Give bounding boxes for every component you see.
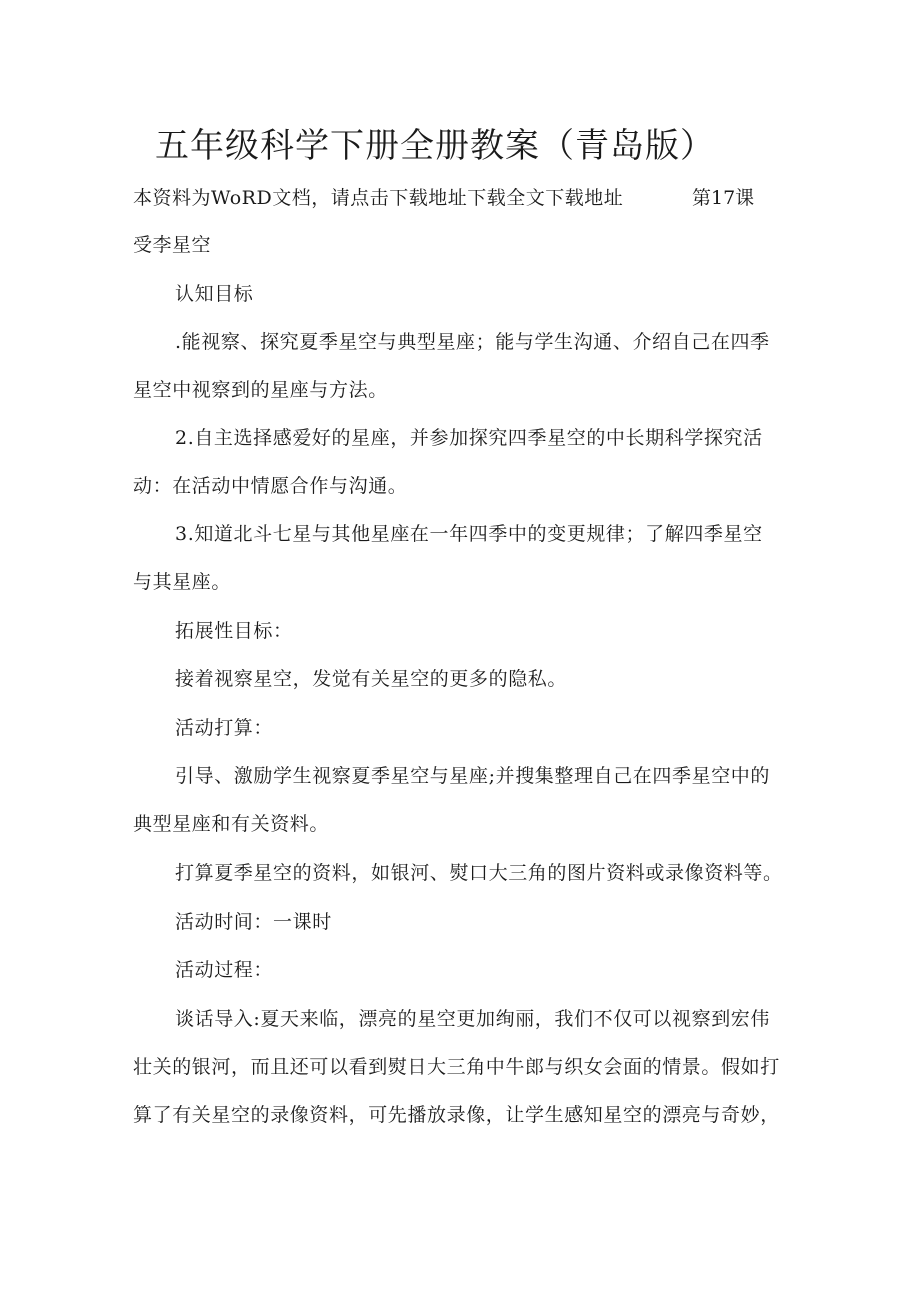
paragraph-line: 算了有关星空的录像资料，可先播放录像，让学生感知星空的漂亮与奇妙， [133,1104,780,1126]
paragraph-line: 拓展性目标： [175,620,293,642]
paragraph-line: 打算夏季星空的资料，如银河、熨口大三角的图片资料或录像资料等。 [175,862,783,884]
paragraph-line: 与其星座。 [133,571,232,593]
lesson-number: 第17课 [692,187,755,209]
download-note: 本资料为WoRD文档，请点击下载地址下载全文下载地址 [133,187,624,209]
paragraph-line: 动：在活动中情愿合作与沟通。 [133,475,408,497]
document-title: 五年级科学下册全册教案（青岛版） [155,126,715,166]
paragraph-line: 活动时间：一课时 [175,911,332,933]
paragraph-line: 谈话导入:夏天来临，漂亮的星空更加绚丽，我们不仅可以视察到宏伟 [175,1008,771,1030]
paragraph-line: 活动过程： [175,959,274,981]
lesson-title: 受李星空 [133,234,212,256]
paragraph-line: 典型星座和有关资料。 [133,813,330,835]
paragraph-line: 认知目标 [175,283,254,305]
paragraph-line: 星空中视察到的星座与方法。 [133,379,388,401]
paragraph-line: .能视察、探究夏季星空与典型星座；能与学生沟通、介绍自己在四季 [175,331,770,353]
paragraph-line: 3.知道北斗七星与其他星座在一年四季中的变更规律；了解四季星空 [175,523,763,545]
paragraph-line: 2.自主选择感爱好的星座，并参加探究四季星空的中长期科学探究活 [175,427,763,449]
paragraph-line: 引导、激励学生视察夏季星空与星座;并搜集整理自己在四季星空中的 [175,765,771,787]
paragraph-line: 活动打算： [175,717,274,739]
paragraph-line: 接着视察星空，发觉有关星空的更多的隐私。 [175,668,568,690]
paragraph-line: 壮关的银河，而且还可以看到熨日大三角中牛郎与织女会面的情景。假如打 [133,1056,780,1078]
